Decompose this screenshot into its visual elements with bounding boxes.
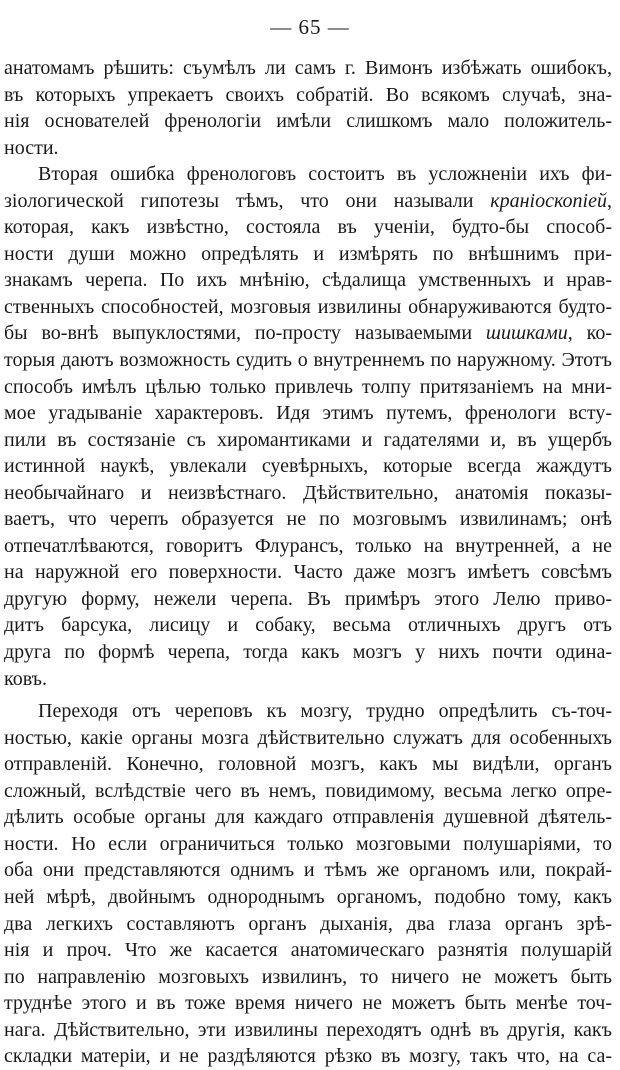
- text-line: которая, какъ извѣстно, состояла въ ученіи, будто-бы способ-: [4, 216, 612, 239]
- text-line: сложный, вслѣдствіе чего въ немъ, повидимому, весьма легко опре-: [4, 779, 612, 802]
- text-line: ностью, какіе органы мозга дѣйствительно служатъ для особенныхъ: [4, 726, 612, 749]
- text-line: ности.: [4, 136, 59, 159]
- text-line: зіологической гипотезы тѣмъ, что они называли краніоскопіей,: [4, 189, 612, 212]
- paragraph-1: [4, 55, 612, 161]
- text-line: въ которыхъ упрекаетъ своихъ собратій. Во всякомъ случаѣ, зна-: [4, 83, 612, 106]
- text-line: нія и проч. Что же касается анатомическаго разнятія полушарій: [4, 939, 612, 962]
- text-line: складки матеріи, и не раздѣляются рѣзко въ мозгу, такъ что, на са-: [4, 1045, 612, 1068]
- text-line: Вторая ошибка френологовъ состоитъ въ усложненіи ихъ фи-: [38, 163, 612, 186]
- text-line: анатомамъ рѣшить: съумѣлъ ли самъ г. Вимонъ избѣжать ошибокъ,: [4, 57, 612, 79]
- text-line: ности. Но если ограничиться только мозговыми полушаріями, то: [4, 832, 612, 855]
- text-line: нія основателей френологіи имѣли слишкомъ мало положитель-: [4, 110, 612, 133]
- paragraph-2: [4, 161, 612, 692]
- text-line: знакамъ черепа. По ихъ мнѣнію, сѣдалища умственныхъ и нрав-: [4, 269, 612, 292]
- text-line: необычайнаго и неизвѣстнаго. Дѣйствительно, анатомія показы-: [4, 481, 612, 504]
- text-line: ваетъ, что черепъ образуется не по мозговымъ извилинамъ; онѣ: [4, 508, 612, 531]
- text-line: отправленій. Конечно, головной мозгъ, какъ мы видѣли, органъ: [4, 753, 612, 776]
- text-line: другую форму, нежели черепа. Въ примѣръ этого Лелю приво-: [4, 587, 612, 610]
- text-line: Переходя отъ череповъ къ мозгу, трудно опредѣлить съ-точ-: [38, 700, 612, 723]
- emphasized-term: краніоскопіей: [490, 189, 607, 212]
- text-line: ней мѣрѣ, двойнымъ однороднымъ органомъ, подобно тому, какъ: [4, 885, 612, 908]
- text-line: бы во-внѣ выпуклостями, по-просту называемыми шишками, ко-: [4, 322, 612, 345]
- text-line: два легкихъ составляютъ органъ дыханія, два глаза органъ зрѣ-: [4, 912, 612, 935]
- text-line: дитъ барсука, лисицу и собаку, весьма отличныхъ другъ отъ: [4, 614, 612, 637]
- paragraph-3: [4, 698, 612, 1070]
- emphasized-term: шишками: [485, 322, 568, 345]
- text-line: отпечатлѣваются, говоритъ Флурансъ, только на внутренней, а не: [4, 534, 612, 557]
- text-line: дѣлить особые органы для каждаго отправленія душевной дѣятель-: [4, 806, 612, 829]
- text-line: по направленію мозговыхъ извилинъ, то ничего не можетъ быть: [4, 965, 612, 988]
- text-line: нага. Дѣйствительно, эти извилины переходятъ однѣ въ другія, какъ: [4, 1018, 612, 1041]
- text-line: мое угадываніе характеровъ. Идя этимъ путемъ, френологи всту-: [4, 402, 612, 425]
- text-line: друга по формѣ черепа, тогда какъ мозгъ у нихъ почти одина-: [4, 641, 612, 664]
- text-line: ности души можно опредѣлять и измѣрять по внѣшнимъ при-: [4, 242, 612, 265]
- body-text: [4, 55, 612, 1070]
- text-line: ковъ.: [4, 667, 47, 690]
- text-line: ственныхъ способностей, мозговыя извилины обнаруживаются будто-: [4, 295, 612, 318]
- text-line: истинной наукѣ, увлекали суевѣрныхъ, которые всегда жаждутъ: [4, 455, 612, 478]
- page-number: — 65 —: [270, 15, 350, 39]
- text-line: оба они представляются однимъ и тѣмъ же органомъ или, покрай-: [4, 859, 612, 882]
- text-line: на наружной его поверхности. Часто даже мозгъ имѣетъ совсѣмъ: [4, 561, 612, 584]
- text-line: торыя даютъ возможность судить о внутреннемъ по наружному. Этотъ: [4, 349, 612, 372]
- text-line: труднѣе этого и въ тоже время ничего не можетъ быть менѣе точ-: [4, 992, 612, 1015]
- text-line: способъ имѣлъ цѣлью только привлечь толпу притязаніемъ на мни-: [4, 375, 612, 398]
- text-line: пили въ состязаніе съ хиромантиками и гадателями и, въ ущербъ: [4, 428, 612, 451]
